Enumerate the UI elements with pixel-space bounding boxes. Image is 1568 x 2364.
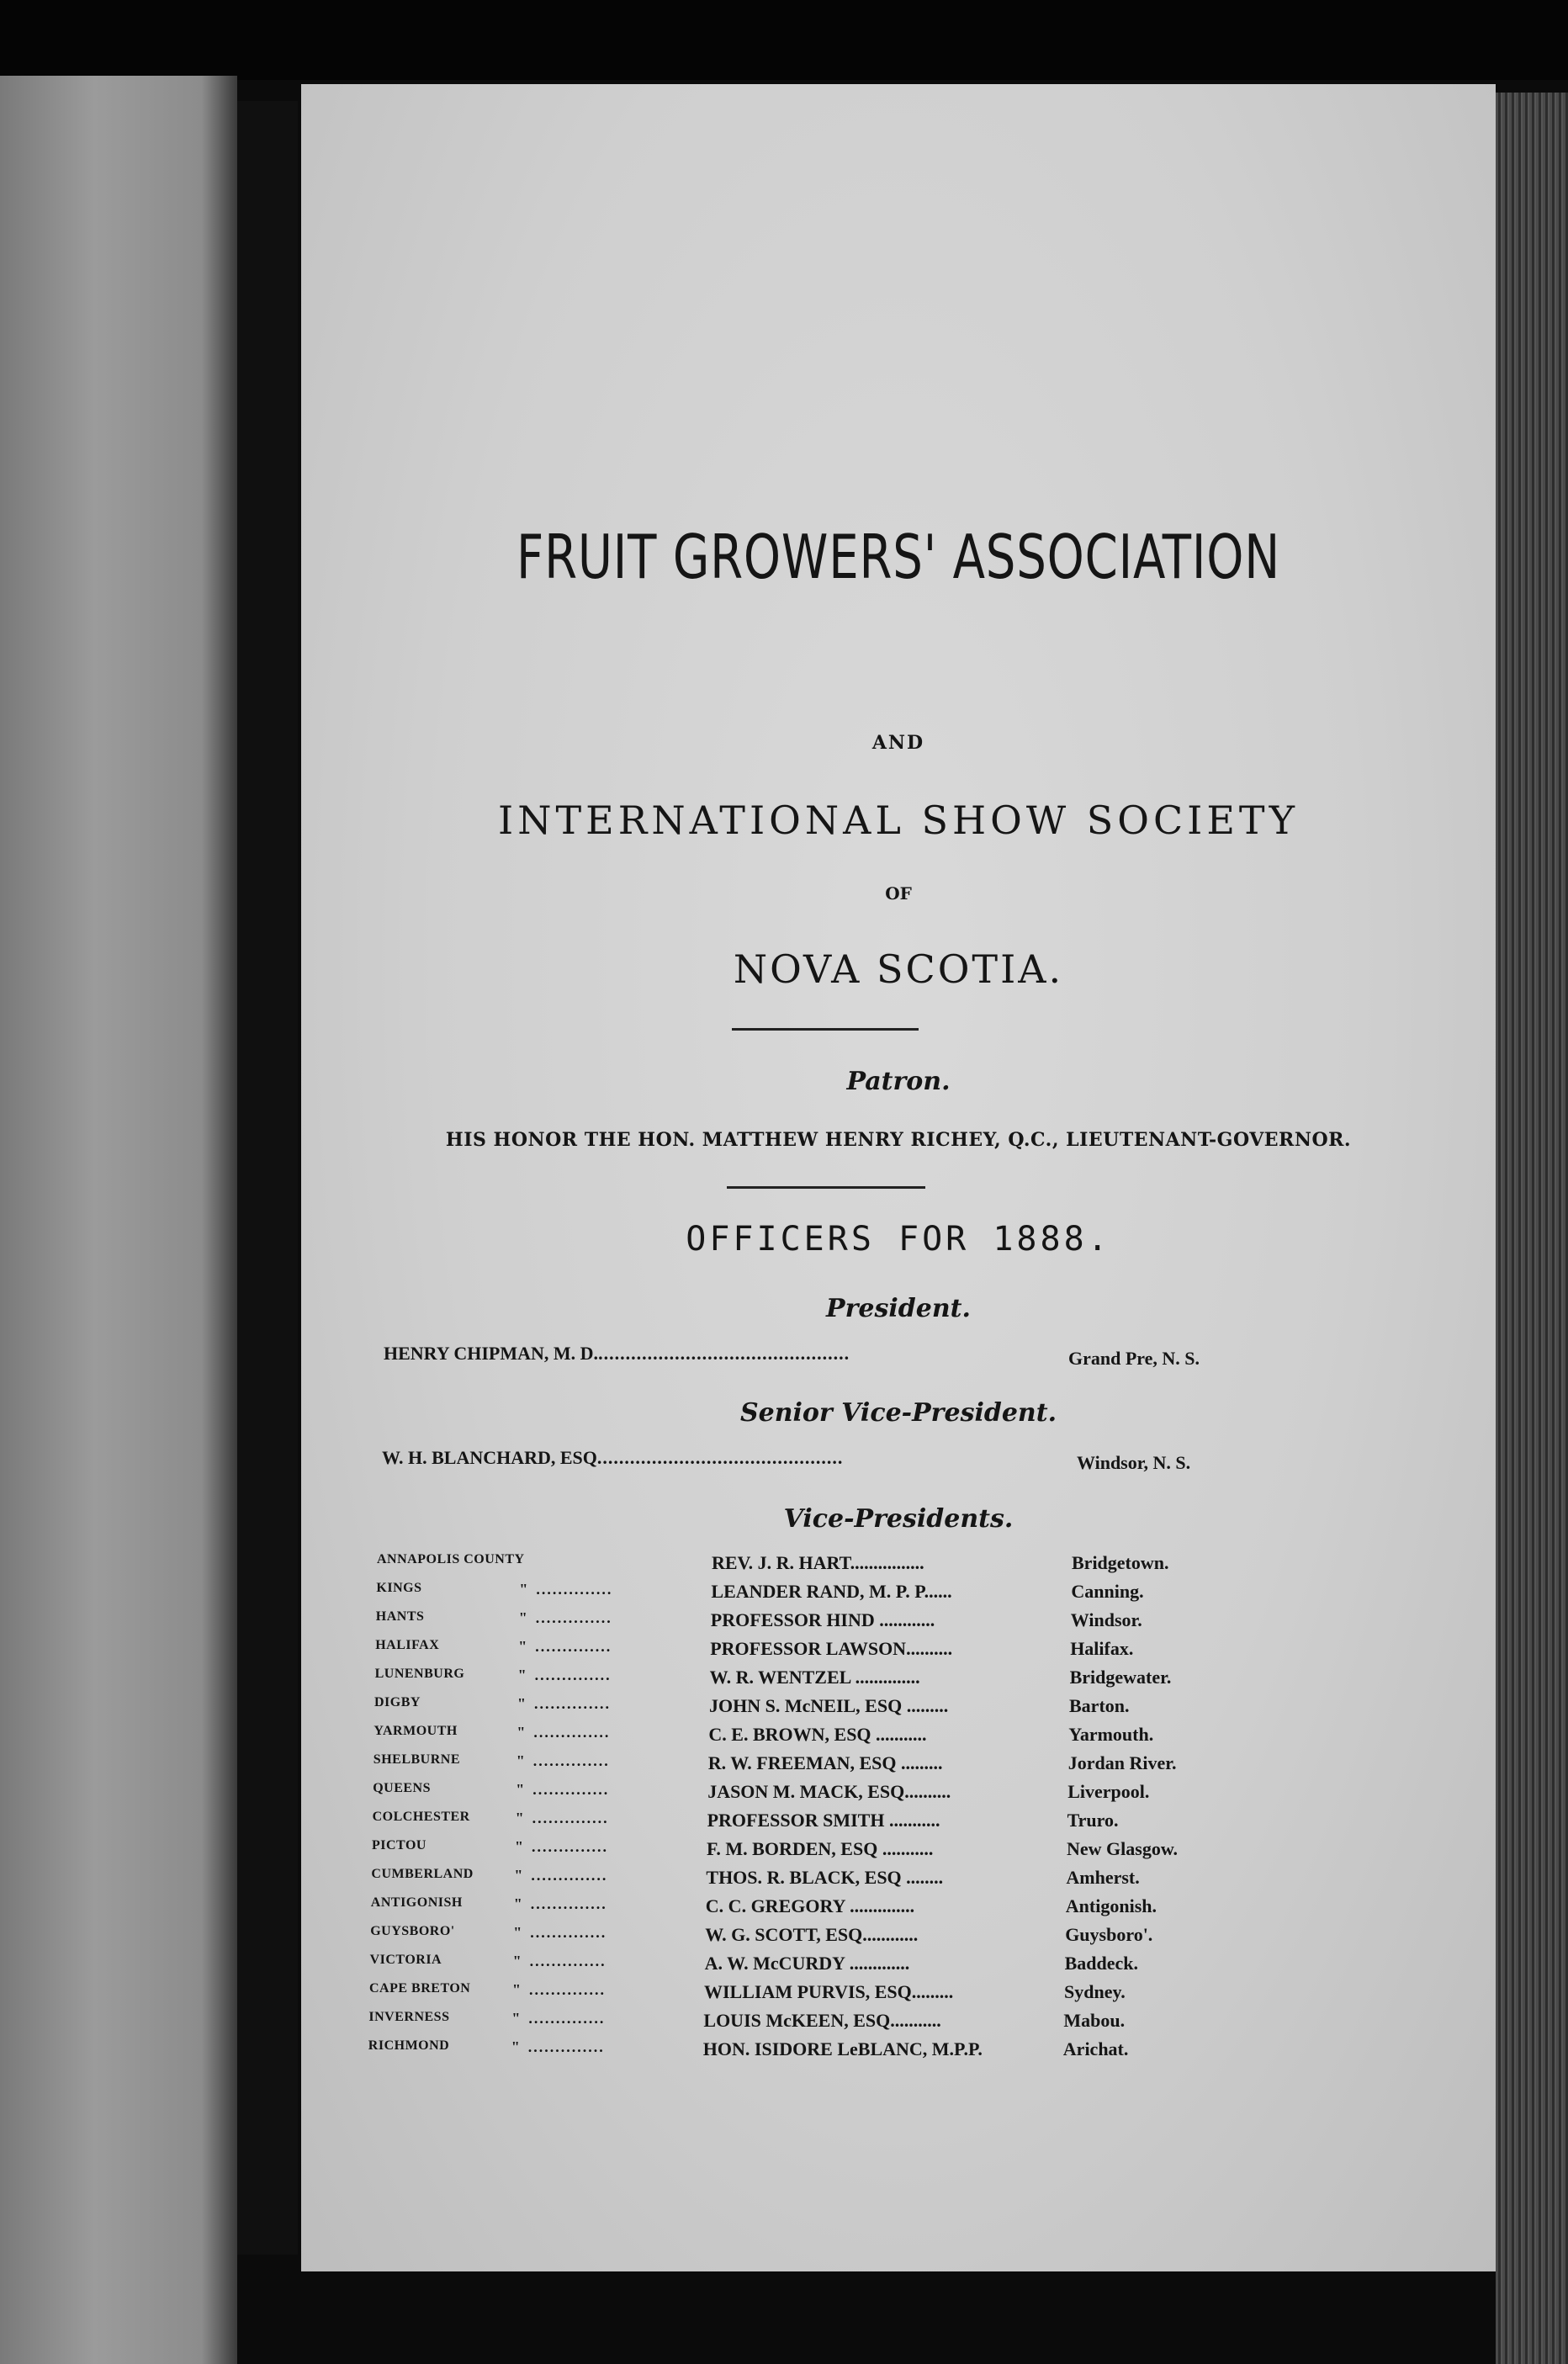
divider-rule — [732, 1028, 919, 1031]
leader-dots: .............. — [534, 1695, 611, 1712]
vice-president-row — [374, 1695, 1367, 1720]
vice-president-place: Halifax. — [1070, 1638, 1134, 1659]
leader-dots: .............. — [533, 1724, 611, 1741]
vice-president-place: Amherst. — [1066, 1867, 1140, 1888]
vice-president-row — [370, 1924, 1363, 1949]
title-line-1: FRUIT GROWERS' ASSOCIATION — [516, 522, 1280, 592]
vice-president-row — [369, 1981, 1362, 2006]
vice-president-name: PROFESSOR HIND ............ — [710, 1609, 935, 1630]
vice-president-place: Yarmouth. — [1068, 1724, 1154, 1745]
leader-dots: .............. — [531, 1867, 608, 1884]
ditto-mark: " — [517, 1695, 526, 1712]
vice-president-name: PROFESSOR SMITH ........... — [707, 1810, 940, 1831]
county-name: QUEENS — [373, 1781, 431, 1795]
leader-dots: .............. — [530, 1924, 607, 1941]
vice-president-row — [371, 1895, 1364, 1921]
leader-dots: .............. — [534, 1667, 612, 1683]
ditto-mark: " — [511, 2010, 521, 2027]
ditto-mark: " — [513, 1924, 522, 1941]
leader-dots: ............................................. — [596, 1447, 844, 1468]
vice-president-name: PROFESSOR LAWSON.......... — [710, 1638, 953, 1659]
vice-president-place: Windsor. — [1070, 1609, 1142, 1630]
vice-president-place: Bridgetown. — [1072, 1552, 1169, 1573]
ditto-mark: " — [518, 1609, 527, 1626]
vice-president-name: LEANDER RAND, M. P. P...... — [711, 1581, 952, 1602]
ditto-mark: " — [517, 1667, 527, 1683]
county-name: ANTIGONISH — [370, 1895, 463, 1910]
vice-president-name: REV. J. R. HART................ — [712, 1552, 924, 1573]
vice-president-row — [376, 1609, 1369, 1635]
vice-president-place: Jordan River. — [1067, 1752, 1177, 1773]
vice-president-row — [373, 1724, 1366, 1749]
vice-president-name: F. M. BORDEN, ESQ ........... — [707, 1838, 934, 1859]
leader-dots: .............. — [536, 1581, 613, 1598]
vice-president-place: Baddeck. — [1064, 1953, 1139, 1974]
vice-president-row — [377, 1552, 1369, 1577]
title-and: AND — [871, 732, 925, 754]
vice-president-name: JOHN S. McNEIL, ESQ ......... — [709, 1695, 949, 1716]
vice-president-name: R. W. FREEMAN, ESQ ......... — [707, 1752, 943, 1773]
vice-president-name: THOS. R. BLACK, ESQ ........ — [706, 1867, 944, 1888]
title-line-3: NOVA SCOTIA. — [733, 946, 1064, 992]
leader-dots: .............. — [528, 2010, 606, 2027]
vice-president-name: C. E. BROWN, ESQ ........... — [708, 1724, 927, 1745]
vice-president-row — [376, 1581, 1369, 1606]
title-line-2: INTERNATIONAL SHOW SOCIETY — [498, 798, 1299, 843]
title-of: OF — [885, 883, 912, 904]
vice-presidents-heading: Vice-Presidents. — [783, 1504, 1014, 1534]
facing-left-page — [0, 76, 237, 2364]
vice-president-row — [373, 1781, 1365, 1806]
vice-president-name: A. W. McCURDY ............. — [704, 1953, 910, 1974]
vice-president-row — [368, 2010, 1361, 2035]
vice-president-name: LOUIS McKEEN, ESQ........... — [703, 2010, 941, 2031]
county-name: GUYSBORO' — [370, 1924, 455, 1938]
vice-president-place: Mabou. — [1063, 2010, 1126, 2031]
county-name: ANNAPOLIS COUNTY — [377, 1552, 525, 1566]
vice-president-name: JASON M. MACK, ESQ.......... — [707, 1781, 951, 1802]
vice-president-place: Truro. — [1067, 1810, 1119, 1831]
vice-president-name: C. C. GREGORY .............. — [705, 1895, 915, 1916]
county-name: SHELBURNE — [373, 1752, 460, 1767]
patron-heading: Patron. — [846, 1067, 951, 1096]
vice-president-name: W. R. WENTZEL .............. — [709, 1667, 920, 1688]
scan-background-top — [0, 0, 1568, 80]
senior-vice-president-row — [382, 1447, 843, 1469]
ditto-mark: " — [516, 1781, 525, 1798]
officers-heading: OFFICERS FOR 1888. — [686, 1220, 1111, 1259]
ditto-mark: " — [514, 1867, 523, 1884]
leader-dots: .............. — [527, 2038, 605, 2055]
leader-dots: .............. — [532, 1810, 609, 1826]
county-name: DIGBY — [374, 1695, 421, 1709]
vice-president-place: Antigonish. — [1065, 1895, 1157, 1916]
ditto-mark: " — [519, 1581, 528, 1598]
county-name: LUNENBURG — [374, 1667, 465, 1681]
president-place: Grand Pre, N. S. — [1068, 1348, 1200, 1369]
president-row — [384, 1343, 850, 1365]
vice-president-place: New Glasgow. — [1067, 1838, 1178, 1859]
vice-president-row — [373, 1752, 1366, 1778]
vice-president-place: Guysboro'. — [1065, 1924, 1153, 1945]
vice-president-row — [375, 1638, 1368, 1663]
vice-president-place: Bridgewater. — [1069, 1667, 1172, 1688]
vice-president-place: Liverpool. — [1067, 1781, 1150, 1802]
county-name: PICTOU — [372, 1838, 426, 1853]
senior-vice-president-heading: Senior Vice-President. — [739, 1398, 1057, 1428]
ditto-mark: " — [512, 1953, 522, 1969]
ditto-mark: " — [518, 1638, 527, 1655]
leader-dots: .............. — [530, 1895, 607, 1912]
vice-president-name: HON. ISIDORE LeBLANC, M.P.P. — [702, 2038, 983, 2059]
county-name: CAPE BRETON — [369, 1981, 471, 1996]
ditto-mark: " — [516, 1752, 525, 1769]
county-name: COLCHESTER — [372, 1810, 470, 1824]
leader-dots: .............. — [529, 1953, 607, 1969]
president-heading: President. — [826, 1294, 971, 1323]
senior-vice-president-place: Windsor, N. S. — [1077, 1452, 1191, 1473]
leader-dots: .............. — [535, 1609, 612, 1626]
vice-president-row — [373, 1810, 1365, 1835]
county-name: HALIFAX — [375, 1638, 440, 1652]
county-name: HANTS — [375, 1609, 425, 1624]
vice-president-row — [371, 1867, 1364, 1892]
county-name: RICHMOND — [368, 2038, 450, 2053]
divider-rule — [727, 1186, 925, 1189]
leader-dots: .............. — [529, 1981, 606, 1998]
vice-president-name: W. G. SCOTT, ESQ............ — [705, 1924, 919, 1945]
vice-president-row — [372, 1838, 1364, 1863]
vice-president-place: Barton. — [1069, 1695, 1130, 1716]
leader-dots: .............................................. — [598, 1343, 850, 1364]
page-stack-edge — [1496, 93, 1568, 2364]
patron-text: HIS HONOR THE HON. MATTHEW HENRY RICHEY, Q.C., LIEUTENANT-GOVERNOR. — [445, 1129, 1352, 1151]
leader-dots: .............. — [532, 1752, 610, 1769]
county-name: YARMOUTH — [373, 1724, 458, 1738]
leader-dots: .............. — [535, 1638, 612, 1655]
vice-president-row — [375, 1667, 1368, 1692]
ditto-mark: " — [516, 1724, 526, 1741]
county-name: VICTORIA — [369, 1953, 442, 1967]
vice-president-place: Arichat. — [1062, 2038, 1129, 2059]
president-name: HENRY CHIPMAN, M. D. — [384, 1343, 599, 1364]
county-name: CUMBERLAND — [371, 1867, 474, 1881]
vice-president-row — [370, 1953, 1363, 1978]
county-name: KINGS — [376, 1581, 422, 1595]
leader-dots: .............. — [532, 1781, 610, 1798]
ditto-mark: " — [511, 2038, 520, 2055]
vice-president-place: Sydney. — [1064, 1981, 1126, 2002]
county-name: INVERNESS — [368, 2010, 450, 2024]
document-page — [301, 84, 1496, 2271]
vice-president-place: Canning. — [1071, 1581, 1144, 1602]
leader-dots: .............. — [532, 1838, 608, 1855]
ditto-mark: " — [512, 1981, 521, 1998]
ditto-mark: " — [513, 1895, 522, 1912]
vice-president-name: WILLIAM PURVIS, ESQ......... — [704, 1981, 954, 2002]
book-gutter — [237, 101, 298, 2255]
vice-president-row — [368, 2038, 1361, 2064]
senior-vice-president-name: W. H. BLANCHARD, ESQ — [382, 1447, 597, 1468]
ditto-mark: " — [515, 1838, 523, 1855]
ditto-mark: " — [515, 1810, 524, 1826]
